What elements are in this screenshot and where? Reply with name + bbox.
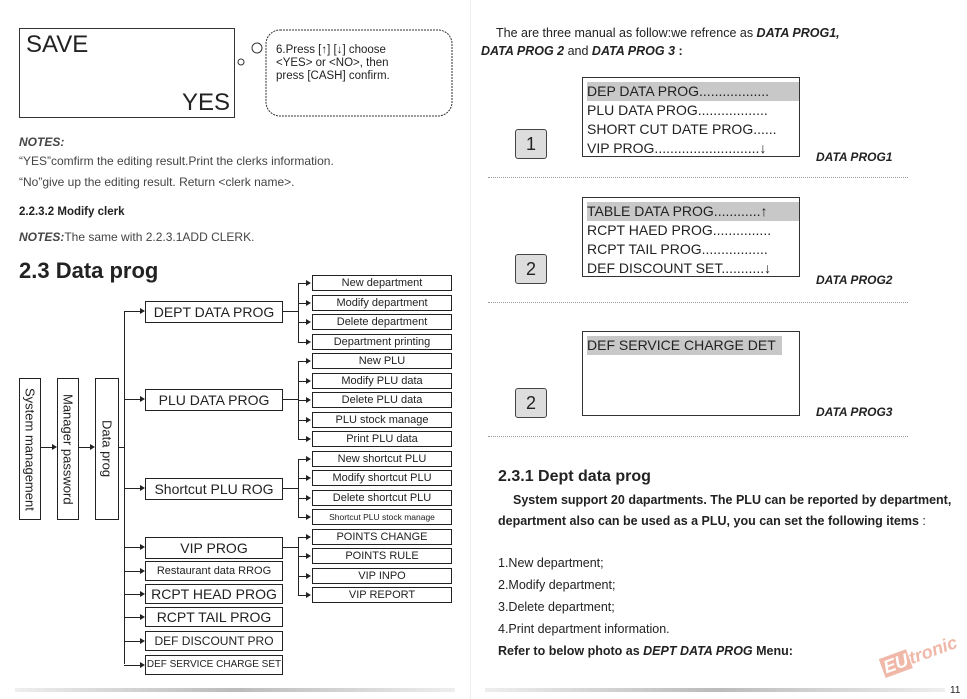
- arrow: [306, 417, 311, 423]
- page-divider: [470, 0, 471, 699]
- connector: [298, 400, 306, 401]
- intro-and: and: [564, 44, 592, 58]
- connector: [124, 399, 140, 400]
- prog3-key: 2: [515, 388, 547, 418]
- arrow: [306, 592, 311, 598]
- dotted-separator: [488, 436, 908, 437]
- branch-line: [298, 459, 299, 517]
- prog1-line-3: SHORT CUT DATE PROG......: [587, 121, 777, 137]
- flow-shortcut-plu-prog: Shortcut PLU ROG: [145, 478, 283, 500]
- plu-sub-item-4: PLU stock manage: [312, 412, 452, 428]
- shortcut-sub-item-1: New shortcut PLU: [312, 451, 452, 467]
- dotted-separator: [488, 177, 908, 178]
- connector: [298, 361, 306, 362]
- intro-text: [481, 24, 951, 60]
- vip-sub-item-3: VIP INPO: [312, 568, 452, 584]
- connector: [124, 571, 140, 572]
- connector: [124, 594, 140, 595]
- connector: [124, 617, 140, 618]
- branch-line: [298, 283, 299, 342]
- footer-bar-left: [15, 688, 455, 692]
- plu-sub-item-3: Delete PLU data: [312, 392, 452, 408]
- connector: [298, 498, 306, 499]
- vip-sub-item-1: POINTS CHANGE: [312, 529, 452, 545]
- prog2-label: DATA PROG2: [816, 273, 893, 287]
- prog3-display: [582, 331, 800, 416]
- prog1-line-2: PLU DATA PROG..................: [587, 102, 768, 118]
- refer-b: DEPT DATA PROG: [643, 644, 753, 658]
- arrow: [306, 553, 311, 559]
- connector: [283, 311, 298, 312]
- modify-clerk-heading: 2.2.3.2 Modify clerk: [19, 206, 125, 218]
- shortcut-sub-item-4: Shortcut PLU stock manage: [312, 509, 452, 525]
- dept-paragraph-bold: System support 20 dapartments. The PLU can be reported by department, department also can be used as a PLU, you can set the following items: [498, 493, 952, 528]
- flow-def-service-charge-set: DEF SERVICE CHARGE SET: [145, 655, 283, 675]
- arrow: [52, 444, 57, 450]
- item-3: 3.Delete department;: [498, 600, 615, 614]
- flow-restaurant-data-prog: Restaurant data RROG: [145, 561, 283, 581]
- connector: [298, 576, 306, 577]
- connector: [298, 303, 306, 304]
- flow-data-prog-label: Data prog: [99, 420, 115, 478]
- arrow: [90, 444, 95, 450]
- plu-sub-item-2: Modify PLU data: [312, 373, 452, 389]
- arrow: [306, 514, 311, 520]
- branch-line: [298, 537, 299, 595]
- connector: [124, 641, 140, 642]
- dept-sub-item-3: Delete department: [312, 314, 452, 330]
- refer-c: Menu:: [752, 644, 793, 658]
- notes-title: NOTES:: [19, 135, 65, 149]
- flow-rcpt-head-prog: RCPT HEAD PROG: [145, 584, 283, 604]
- plu-sub-item-1: New PLU: [312, 353, 452, 369]
- prog2-display: [582, 197, 800, 277]
- flow-def-discount-pro: DEF DISCOUNT PRO: [145, 631, 283, 651]
- flow-system-management-label: System management: [22, 387, 38, 511]
- arrow: [306, 358, 311, 364]
- intro-bold-3: DATA PROG 3: [591, 44, 676, 58]
- arrow: [306, 300, 311, 306]
- prog1-line-4: VIP PROG...........................↓: [587, 140, 767, 156]
- arrow: [306, 573, 311, 579]
- prog2-key: 2: [515, 254, 547, 284]
- intro-bold-1: DATA PROG1,: [756, 26, 840, 40]
- intro-end: :: [675, 44, 683, 58]
- prog2-line-4: DEF DISCOUNT SET...........↓: [587, 260, 772, 276]
- prog3-line-1: DEF SERVICE CHARGE DET: [587, 336, 782, 355]
- item-1: 1.New department;: [498, 556, 604, 570]
- arrow: [306, 319, 311, 325]
- watermark-logo: [879, 632, 960, 679]
- connector: [298, 342, 306, 343]
- prog1-display: [582, 77, 800, 157]
- arrow: [306, 339, 311, 345]
- connector: [298, 537, 306, 538]
- lcd-save-display: [19, 28, 235, 118]
- connector: [298, 283, 306, 284]
- flow-rcpt-tail-prog: RCPT TAIL PROG: [145, 607, 283, 627]
- dept-sub-item-2: Modify department: [312, 295, 452, 311]
- connector: [298, 556, 306, 557]
- flow-plu-data-prog: PLU DATA PROG: [145, 389, 283, 411]
- watermark-text: tronic: [906, 632, 960, 669]
- page-number: 11: [950, 685, 961, 696]
- watermark-mark: EU: [880, 649, 912, 678]
- arrow: [306, 495, 311, 501]
- dept-paragraph: [498, 490, 958, 532]
- dept-paragraph-colon: :: [918, 514, 926, 528]
- connector: [124, 547, 140, 548]
- refer-text: [498, 641, 793, 662]
- refer-a: Refer to below photo as: [498, 644, 644, 658]
- prog1-key: 1: [515, 129, 547, 159]
- notes2-text: The same with 2.2.3.1ADD CLERK.: [64, 230, 255, 244]
- section-title: 2.3 Data prog: [19, 258, 159, 283]
- connector: [124, 311, 140, 312]
- lcd-save-top: SAVE: [26, 31, 89, 58]
- bubble-text: 6.Press [↑] [↓] choose <YES> or <NO>, then press [CASH] confirm.: [276, 44, 390, 82]
- flow-system-management: [19, 378, 41, 520]
- connector: [283, 399, 298, 400]
- prog2-line-1: TABLE DATA PROG............↑: [587, 202, 799, 221]
- arrow: [306, 475, 311, 481]
- connector: [298, 517, 306, 518]
- connector: [298, 420, 306, 421]
- prog1-label: DATA PROG1: [816, 150, 893, 164]
- arrow: [306, 397, 311, 403]
- connector: [40, 447, 52, 448]
- shortcut-sub-item-3: Delete shortcut PLU: [312, 490, 452, 506]
- lcd-save-bottom: YES: [181, 89, 230, 116]
- item-4: 4.Print department information.: [498, 622, 670, 636]
- connector: [298, 478, 306, 479]
- prog2-line-3: RCPT TAIL PROG.................: [587, 241, 768, 257]
- notes2-label: NOTES:: [19, 230, 65, 244]
- prog3-label: DATA PROG3: [816, 405, 893, 419]
- flow-data-prog: [95, 378, 119, 520]
- arrow: [306, 378, 311, 384]
- dept-data-prog-heading: 2.3.1 Dept data prog: [498, 468, 651, 485]
- dept-sub-item-1: New department: [312, 275, 452, 291]
- notes-line-2: “No”give up the editing result. Return <clerk name>.: [19, 175, 295, 189]
- dept-sub-item-4: Department printing: [312, 334, 452, 350]
- intro-plain: The are three manual as follow:we refrence as: [496, 26, 757, 40]
- footer-bar-right: [485, 688, 945, 692]
- connector: [298, 595, 306, 596]
- connector: [298, 439, 306, 440]
- connector: [283, 488, 298, 489]
- intro-bold-2: DATA PROG 2: [481, 44, 565, 58]
- connector: [298, 459, 306, 460]
- connector: [124, 488, 140, 489]
- dotted-separator: [488, 302, 908, 303]
- vip-sub-item-2: POINTS RULE: [312, 548, 452, 564]
- flow-manager-password-label: Manager password: [60, 393, 76, 505]
- shortcut-sub-item-2: Modify shortcut PLU: [312, 470, 452, 486]
- prog2-line-2: RCPT HAED PROG...............: [587, 222, 772, 238]
- flow-manager-password: [57, 378, 79, 520]
- connector: [124, 665, 140, 666]
- arrow: [306, 436, 311, 442]
- prog1-line-1: DEP DATA PROG..................: [587, 82, 799, 101]
- vip-sub-item-4: VIP REPORT: [312, 587, 452, 603]
- arrow: [306, 456, 311, 462]
- connector: [283, 547, 298, 548]
- item-2: 2.Modify department;: [498, 578, 616, 592]
- connector: [298, 381, 306, 382]
- arrow: [306, 280, 311, 286]
- flow-vip-prog: VIP PROG: [145, 537, 283, 559]
- connector: [78, 447, 90, 448]
- arrow: [306, 534, 311, 540]
- notes-line-1: “YES”comfirm the editing result.Print the clerks information.: [19, 154, 334, 168]
- notes2: [19, 230, 254, 244]
- plu-sub-item-5: Print PLU data: [312, 431, 452, 447]
- connector: [298, 322, 306, 323]
- flow-dept-data-prog: DEPT DATA PROG: [145, 301, 283, 323]
